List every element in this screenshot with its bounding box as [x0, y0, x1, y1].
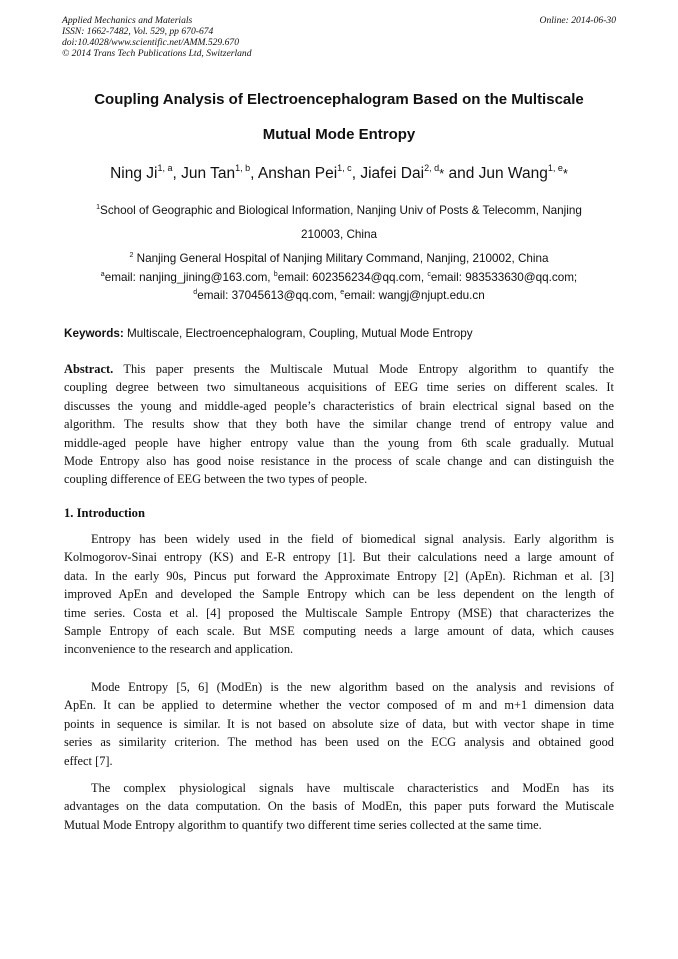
email-b: email: 602356234@qq.com, — [277, 271, 428, 284]
paragraph-line: Kolmogorov-Sinai entropy (KS) and E-R entropy [1]. But their calculations need a large amount of — [64, 550, 614, 565]
abstract-line: discusses the young and middle-aged people’s characteristics of brain electrical signal based on the — [64, 398, 614, 413]
intro-paragraph-1 — [64, 530, 614, 659]
author-list — [20, 165, 658, 183]
author-separator: , — [351, 165, 361, 182]
section-heading-introduction: 1. Introduction — [64, 506, 145, 520]
abstract-line: middle-aged people have higher entropy value than the young from 6th scale gradually. Mutual — [64, 435, 614, 450]
author: Anshan Pei — [257, 165, 338, 182]
affiliation-2-text: Nanjing General Hospital of Nanjing Military Command, Nanjing, 210002, China — [136, 252, 549, 265]
paper-title-line-2: Mutual Mode Entropy — [262, 126, 416, 143]
paragraph-line: advantages on the data computation. On the basis of ModEn, this paper puts forward the Mutiscale — [64, 799, 614, 814]
paragraph-line: The complex physiological signals have multiscale characteristics and ModEn has its — [91, 781, 614, 795]
affiliation-2 — [62, 252, 616, 265]
keywords — [64, 327, 473, 340]
affiliation-1-continued: 210003, China — [300, 228, 378, 241]
affiliation-1 — [62, 204, 616, 217]
intro-paragraph-3 — [64, 779, 614, 834]
online-date: Online: 2014-06-30 — [539, 15, 616, 26]
issn-line: ISSN: 1662-7482, Vol. 529, pp 670-674 — [62, 26, 214, 37]
abstract — [64, 360, 614, 489]
paragraph-line: inconvenience to the research and application. — [64, 642, 294, 657]
abstract-line: coupling degree between two simultaneous acquisitions of EEG time series on different scales. It — [64, 380, 614, 395]
email-list-2 — [62, 289, 616, 302]
author-affiliation-mark: 2, d — [424, 163, 440, 173]
paragraph-line: effect [7]. — [64, 753, 113, 768]
copyright-line: © 2014 Trans Tech Publications Ltd, Switzerland — [62, 48, 252, 59]
paragraph-line: points in sequence is similar. It is not based on absolute size of data, but with vector shape in time — [64, 716, 614, 731]
author: Ning Ji — [110, 165, 158, 182]
abstract-line: algorithm. The results show that they both have the similar change trend of entropy value and — [64, 417, 614, 432]
keywords-label: Keywords: — [64, 327, 124, 340]
author-affiliation-mark: 1, a — [157, 163, 173, 173]
abstract-line-text: This paper presents the Multiscale Mutual Mode Entropy algorithm to quantify the — [113, 362, 614, 376]
paragraph-line: Entropy has been widely used in the field of biomedical signal analysis. Early algorithm is — [91, 532, 614, 546]
paragraph-line: Mode Entropy [5, 6] (ModEn) is the new algorithm based on the analysis and revisions of — [91, 680, 614, 694]
paragraph-line: Sample Entropy of each scale. But MSE computing needs a large amount of data, which causes — [64, 624, 614, 639]
paragraph-line: ApEn. It can be applied to determine whether the vector composed of m and m+1 dimension data — [64, 698, 614, 713]
email-mark: c — [427, 271, 431, 278]
email-mark: a — [100, 271, 105, 278]
abstract-line — [64, 360, 614, 378]
author-affiliation-mark: 1, e — [547, 163, 563, 173]
affiliation-mark: 1 — [96, 204, 101, 211]
paragraph-line: Mutual Mode Entropy algorithm to quantify two different time series collected at the same time. — [64, 817, 542, 832]
paragraph-line: time series. Costa et al. [4] proposed the Multiscale Sample Entropy (MSE) that characterizes the — [64, 605, 614, 620]
paragraph-line: improved ApEn and developed the Sample Entropy which can be less dependent on the length of — [64, 587, 614, 602]
abstract-line: Mode Entropy also has good noise resistance in the process of scale change and can distinguish the — [64, 454, 614, 469]
email-a: email: nanjing_jining@163.com, — [104, 271, 274, 284]
journal-name: Applied Mechanics and Materials — [62, 15, 193, 26]
paper-title-line-1: Coupling Analysis of Electroencephalogram Based on the Multiscale — [94, 91, 584, 108]
author: Jiafei Dai — [360, 165, 425, 182]
author-separator: and — [444, 165, 479, 182]
abstract-label: Abstract. — [64, 362, 114, 376]
keywords-text: Multiscale, Electroencephalogram, Coupling, Mutual Mode Entropy — [123, 327, 473, 340]
abstract-line: coupling difference of EEG between the two types of people. — [64, 472, 368, 487]
email-e: email: wangj@njupt.edu.cn — [344, 289, 485, 302]
paragraph-line: series as similarity criterion. The method has been used on the ECG analysis and obtained good — [64, 735, 614, 750]
email-mark: b — [273, 271, 278, 278]
author: Jun Wang — [478, 165, 548, 182]
corresponding-star: * — [439, 166, 445, 181]
email-mark: d — [193, 289, 198, 296]
author: Jun Tan — [181, 165, 236, 182]
email-c: email: 983533630@qq.com; — [430, 271, 578, 284]
doi-line: doi:10.4028/www.scientific.net/AMM.529.670 — [62, 37, 240, 48]
email-d: email: 37045613@qq.com, — [197, 289, 341, 302]
affiliation-mark: 2 — [129, 252, 134, 259]
author-separator: , — [250, 165, 258, 182]
email-mark: e — [340, 289, 345, 296]
journal-header — [62, 15, 252, 59]
paragraph-line: data. In the early 90s, Pincus put forward the Approximate Entropy [2] (ApEn). Richman et al. [3] — [64, 568, 614, 583]
corresponding-star: * — [562, 166, 568, 181]
author-affiliation-mark: 1, c — [337, 163, 352, 173]
author-separator: , — [172, 165, 182, 182]
affiliation-1-text: School of Geographic and Biological Information, Nanjing Univ of Posts & Telecomm, Nanjing — [100, 204, 582, 217]
email-list-1 — [20, 271, 658, 284]
intro-paragraph-2 — [64, 678, 614, 770]
author-affiliation-mark: 1, b — [235, 163, 251, 173]
